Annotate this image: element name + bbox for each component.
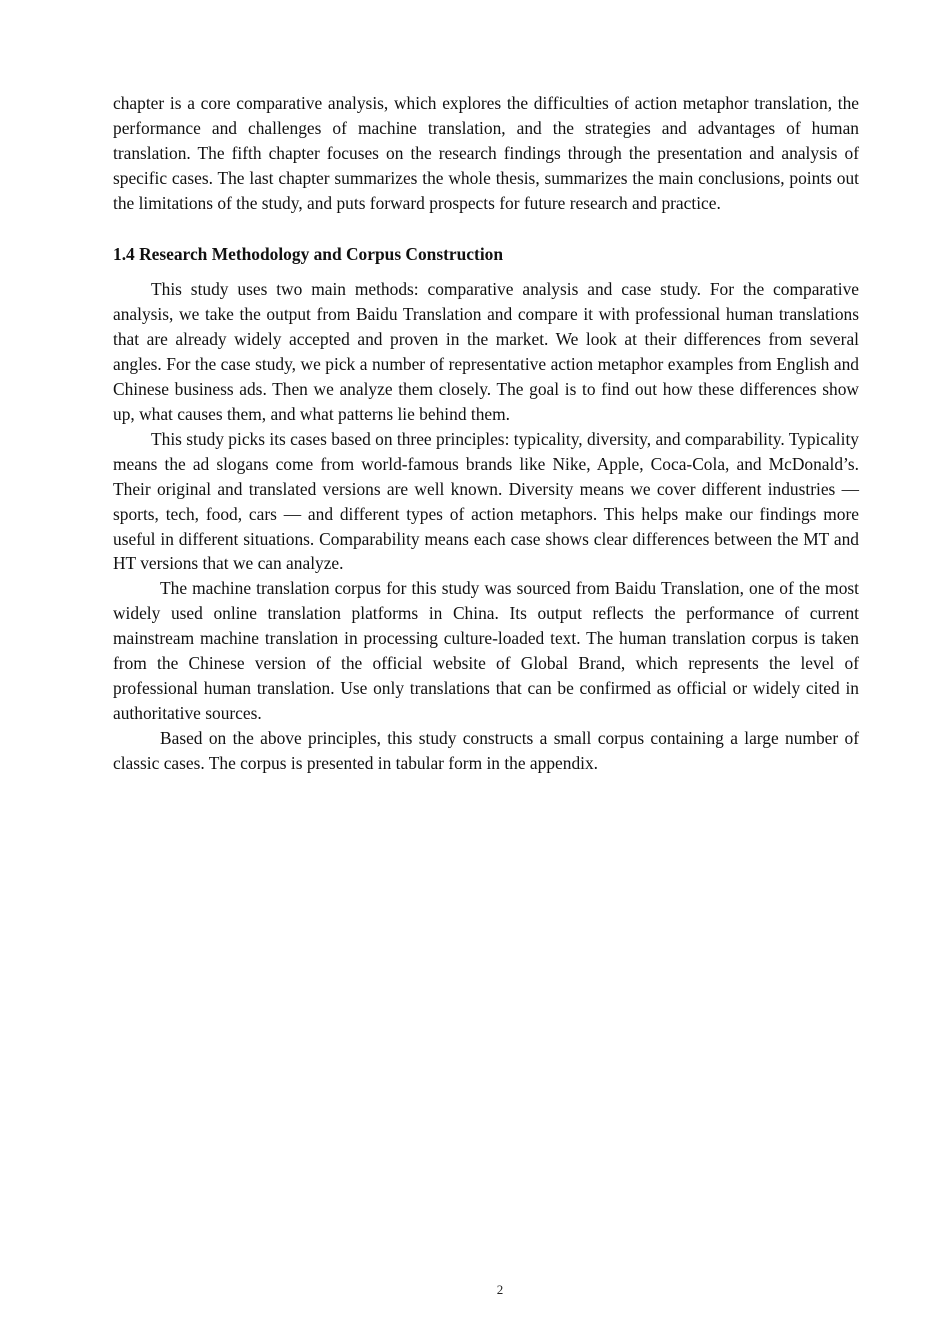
corpus-construction-paragraph: Based on the above principles, this study constructs a small corpus containing a large number of classic cases. The corpus is presented in tabular form in the appendix.	[113, 727, 859, 773]
methodology-paragraph: This study uses two main methods: comparative analysis and case study. For the comparative analysis, we take the output from Baidu Translation and compare it with professional human translations that are already widely accepted and proven in the market. We look at their differences from several angles. For the case study, we pick a number of representative action metaphor examples from English and Chinese business ads. Then we analyze them closely. The goal is to find out how these differences show up, what causes them, and what patterns lie behind them.	[113, 279, 859, 424]
corpus-source-paragraph: The machine translation corpus for this study was sourced from Baidu Translation, one of the most widely used online translation platforms in China. Its output reflects the performance of current mainstream machine translation in processing culture-loaded text. The human translation corpus is taken from the Chinese version of the official website of Global Brand, which represents the level of professional human translation. Use only translations that can be confirmed as official or widely cited in authoritative sources.	[113, 578, 859, 723]
page-body	[113, 91, 859, 776]
case-selection-paragraph: This study picks its cases based on three principles: typicality, diversity, and comparability. Typicality means the ad slogans come from world-famous brands like Nike, Apple, Coca-Cola, and McDonald’s. Their original and translated versions are well known. Diversity means we cover different industries — sports, tech, food, cars — and different types of action metaphors. This helps make our findings more useful in different situations. Comparability means each case shows clear differences between the MT and HT versions that we can analyze.	[113, 428, 859, 574]
intro-paragraph: chapter is a core comparative analysis, which explores the difficulties of action metaphor translation, the performance and challenges of machine translation, and the strategies and advantages of human translation. The fifth chapter focuses on the research findings through the presentation and analysis of specific cases. The last chapter summarizes the whole thesis, summarizes the main conclusions, points out the limitations of the study, and puts forward prospects for future research and practice.	[113, 93, 859, 213]
page-number: 2	[496, 1282, 504, 1297]
section-heading: 1.4 Research Methodology and Corpus Construction	[113, 243, 504, 264]
